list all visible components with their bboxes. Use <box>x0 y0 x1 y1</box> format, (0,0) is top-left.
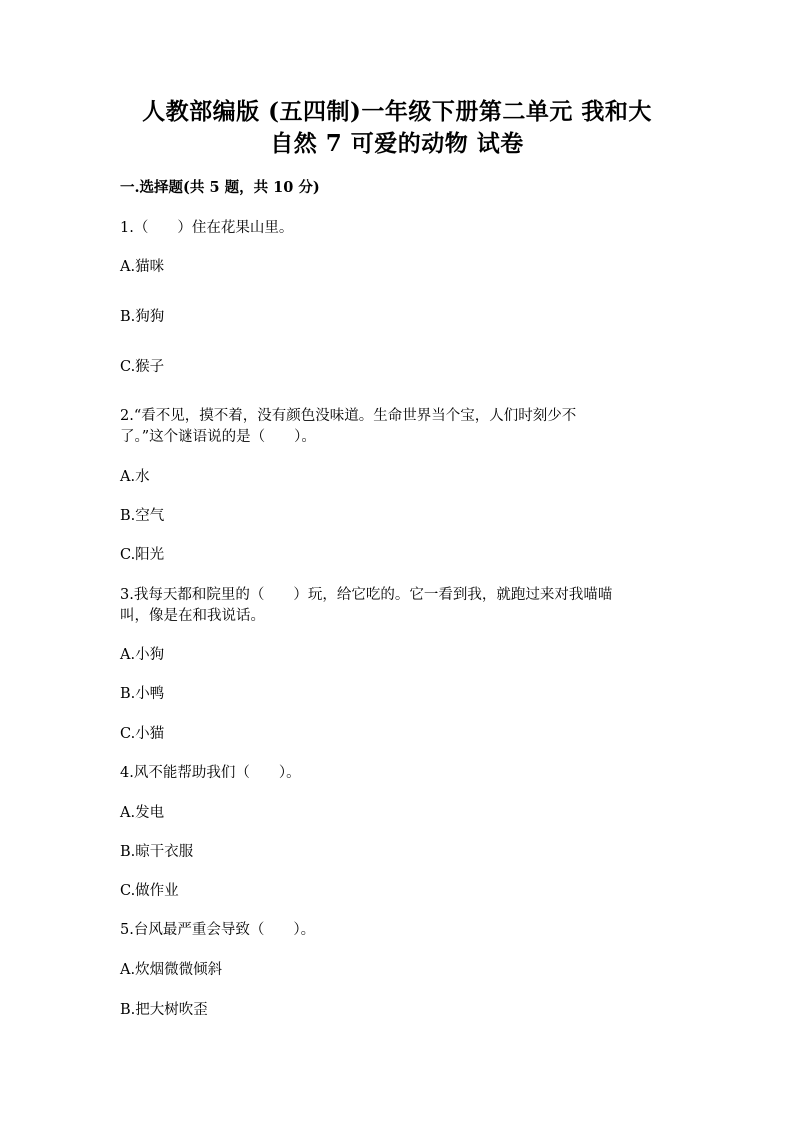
question-1-stem: 1.（ ）住在花果山里。 <box>120 220 294 236</box>
section-heading: 一.选择题(共 5 题，共 10 分) <box>120 179 320 196</box>
question-2-option-a[interactable]: A.水 <box>120 469 150 485</box>
exam-title-line-1: 人教部编版 (五四制)一年级下册第二单元 我和大 <box>142 98 652 125</box>
question-2-option-b[interactable]: B.空气 <box>120 508 165 524</box>
question-4-option-b[interactable]: B.晾干衣服 <box>120 844 194 860</box>
question-1-option-b[interactable]: B.狗狗 <box>120 309 165 325</box>
question-5-option-b[interactable]: B.把大树吹歪 <box>120 1002 208 1018</box>
question-2-stem-line-1: 2.“看不见，摸不着，没有颜色没味道。生命世界当个宝，人们时刻少不 <box>120 408 577 424</box>
question-5-stem: 5.台风最严重会导致（ ）。 <box>120 922 316 938</box>
question-3-option-c[interactable]: C.小猫 <box>120 726 165 742</box>
question-5-option-a[interactable]: A.炊烟微微倾斜 <box>120 962 223 978</box>
question-2-stem-line-2: 了。”这个谜语说的是（ ）。 <box>120 429 316 445</box>
question-4-option-a[interactable]: A.发电 <box>120 805 165 821</box>
question-4-option-c[interactable]: C.做作业 <box>120 883 179 899</box>
question-3-option-a[interactable]: A.小狗 <box>120 647 165 663</box>
question-1-option-a[interactable]: A.猫咪 <box>120 259 165 275</box>
exam-title-line-2: 自然 7 可爱的动物 试卷 <box>270 130 524 157</box>
question-2-option-c[interactable]: C.阳光 <box>120 547 165 563</box>
question-3-stem-line-2: 叫，像是在和我说话。 <box>120 608 265 624</box>
question-3-option-b[interactable]: B.小鸭 <box>120 686 165 702</box>
question-1-option-c[interactable]: C.猴子 <box>120 359 165 375</box>
question-3-stem-line-1: 3.我每天都和院里的（ ）玩，给它吃的。它一看到我，就跑过来对我喵喵 <box>120 587 613 603</box>
question-4-stem: 4.风不能帮助我们（ ）。 <box>120 765 301 781</box>
